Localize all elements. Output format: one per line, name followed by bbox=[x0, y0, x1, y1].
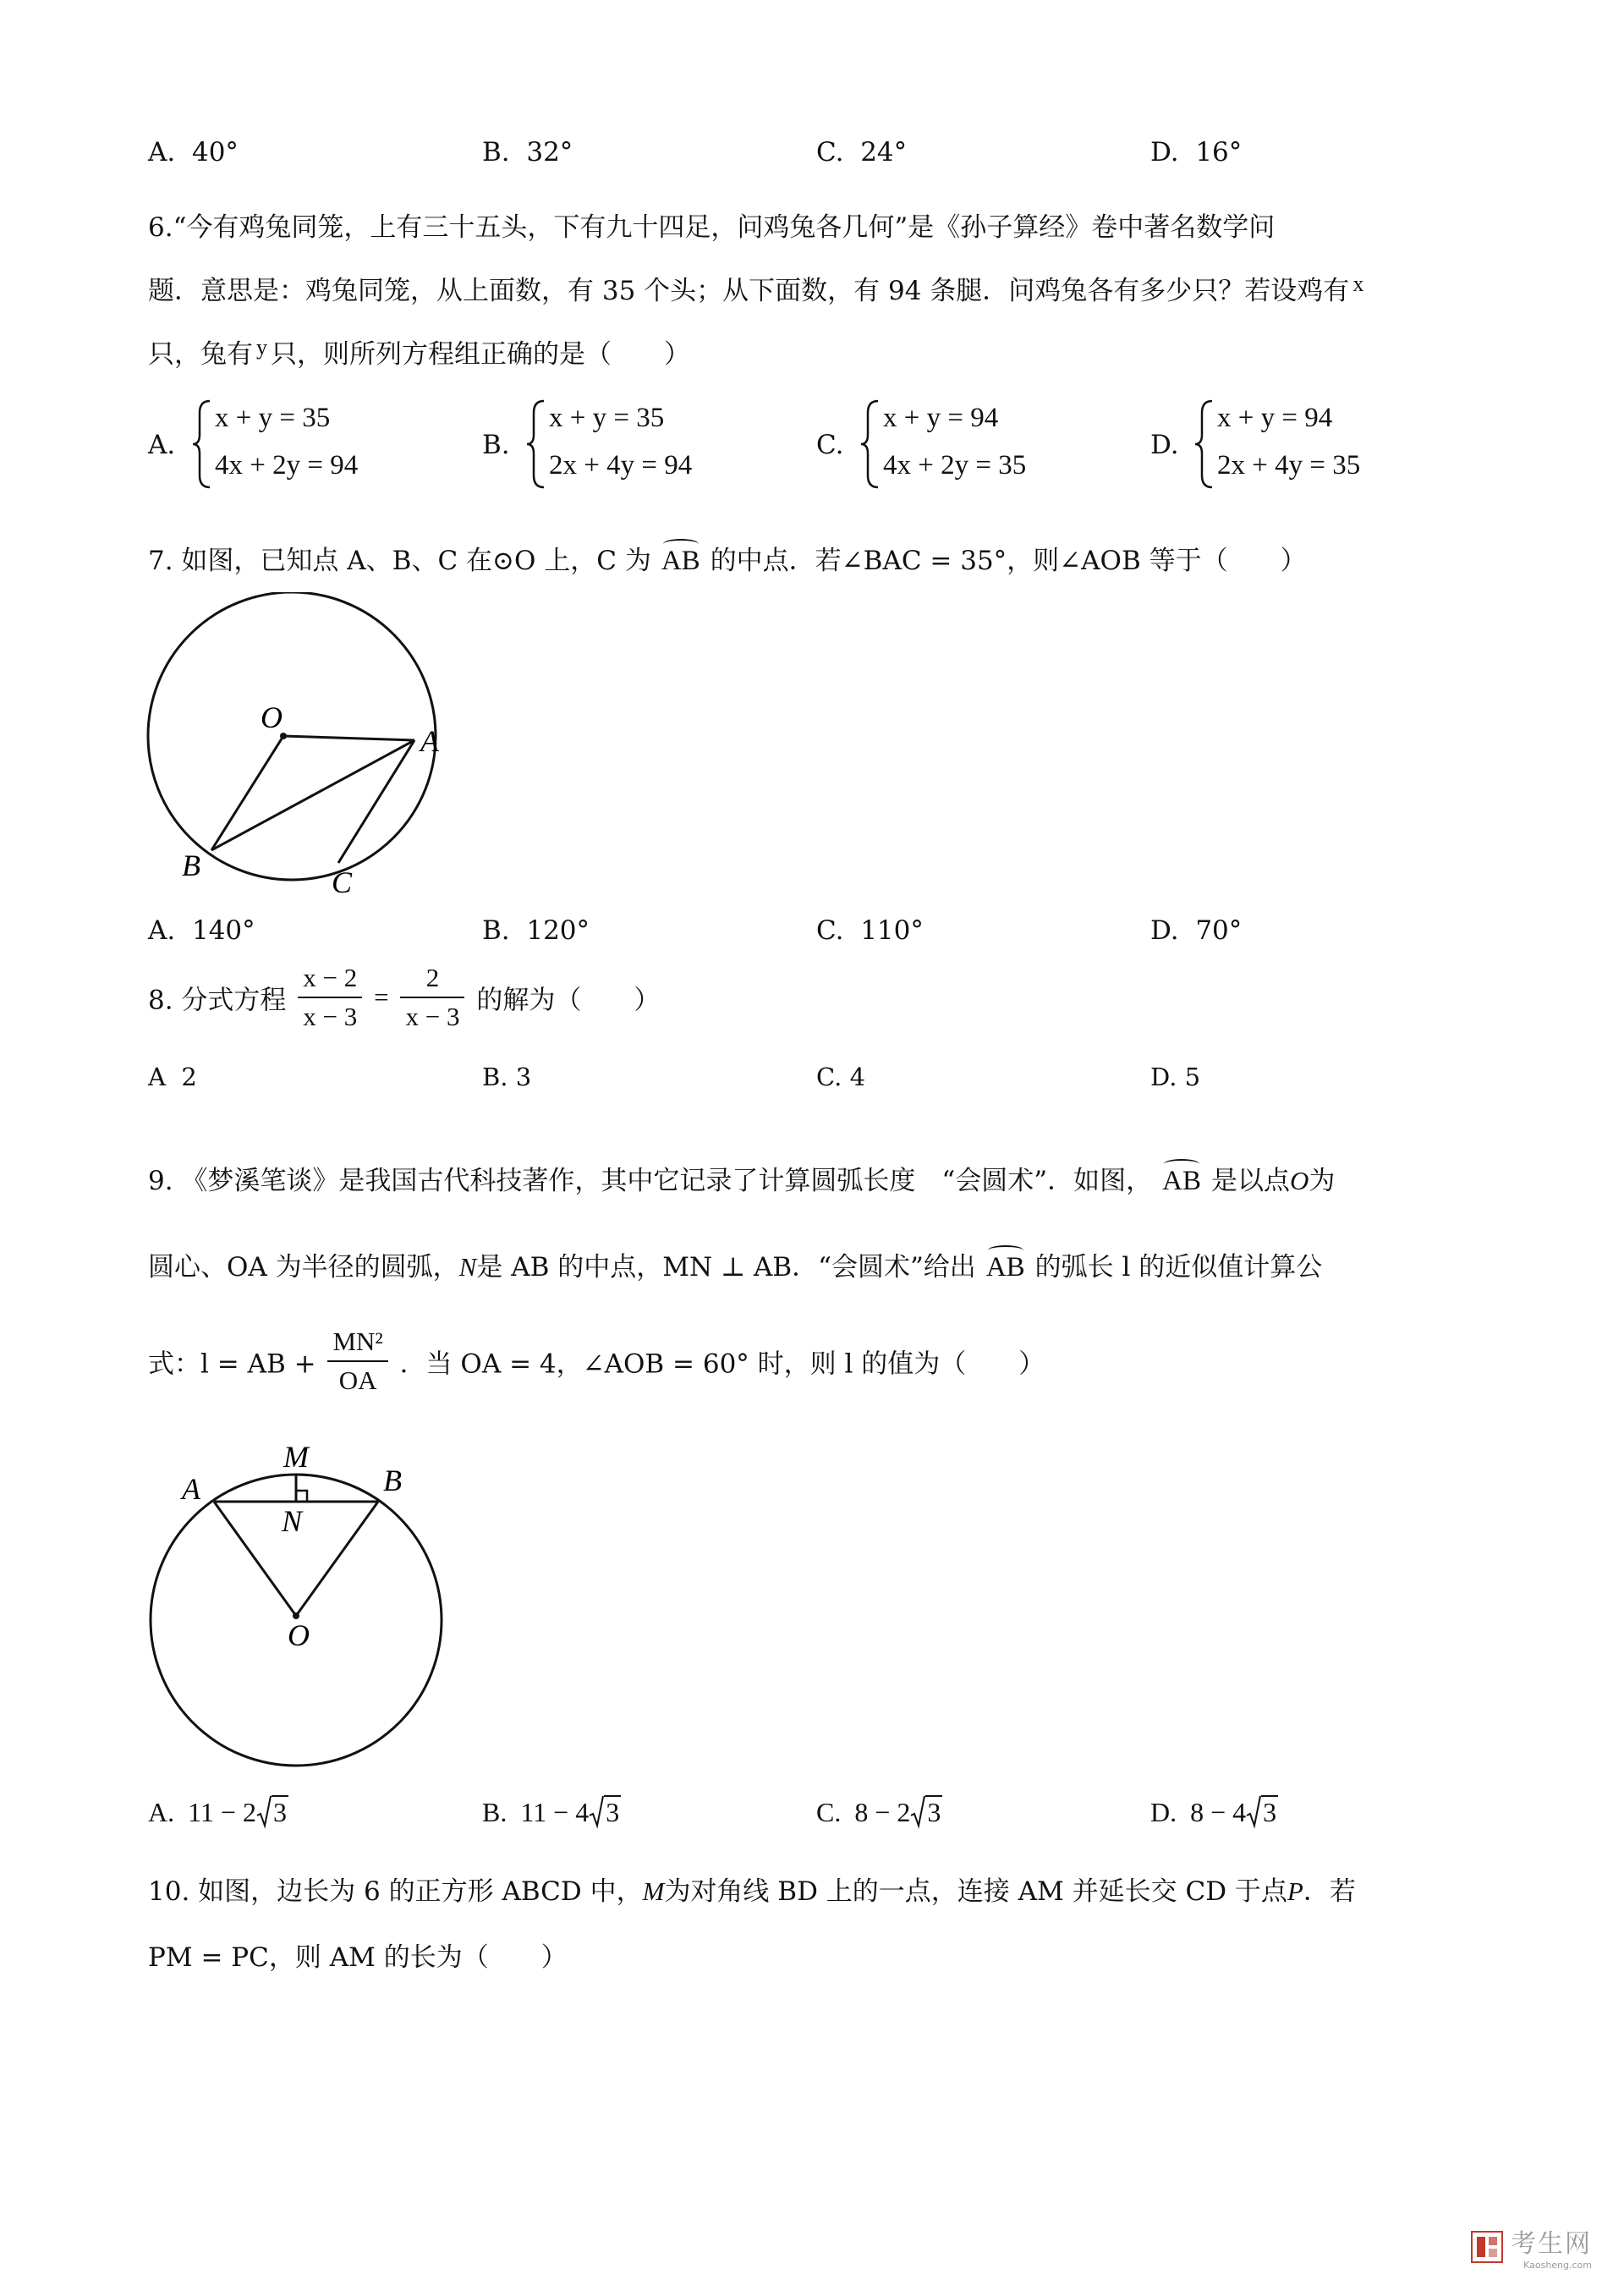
brace-icon bbox=[524, 398, 549, 491]
right-angle-icon bbox=[296, 1491, 307, 1502]
q7-figure bbox=[135, 592, 474, 897]
segment-bo bbox=[296, 1502, 378, 1616]
label-b: B bbox=[383, 1464, 402, 1497]
label-n: N bbox=[282, 1504, 303, 1538]
label-o: O bbox=[261, 700, 283, 734]
q6-option-b-system[interactable]: x + y = 35 2x + 4y = 94 bbox=[524, 398, 777, 491]
sqrt-icon bbox=[589, 1795, 604, 1829]
q7-option-d[interactable]: D. 70° bbox=[1150, 915, 1243, 946]
q6-option-a-system[interactable]: x + y = 35 4x + 2y = 94 bbox=[189, 398, 443, 491]
watermark-sub: Kaosheng.com bbox=[1523, 2260, 1592, 2271]
q6-option-a-label[interactable]: A. bbox=[148, 430, 176, 460]
q8-option-c[interactable]: C. 4 bbox=[816, 1063, 866, 1091]
segment-ab bbox=[211, 740, 414, 850]
q6-option-c-label[interactable]: C. bbox=[816, 430, 844, 460]
q9-line-2: 圆心、OA 为半径的圆弧，N是 AB 的中点，MN ⊥ AB．“会圆术”给出 AB 的弧长 l 的近似值计算公 bbox=[148, 1252, 1323, 1283]
q7-option-a[interactable]: A. 140° bbox=[148, 915, 255, 946]
q10-line-1: 10. 如图，边长为 6 的正方形 ABCD 中，M为对角线 BD 上的一点，连接 AM 并延长交 CD 于点P．若 bbox=[148, 1876, 1356, 1907]
label-a: A bbox=[420, 724, 439, 758]
q9-line-1: 9. 《梦溪笔谈》是我国古代科技著作，其中它记录了计算圆弧长度 “会圆术”．如图， AB 是以点O为 bbox=[148, 1166, 1336, 1196]
label-o: O bbox=[288, 1618, 310, 1652]
brace-icon bbox=[1192, 398, 1217, 491]
sqrt-icon bbox=[910, 1795, 925, 1829]
kaosheng-logo-icon bbox=[1470, 2230, 1504, 2264]
q8-option-d[interactable]: D. 5 bbox=[1150, 1063, 1201, 1091]
q8-fraction-left: $\frac{x - 2}{x - 3}$ bbox=[298, 963, 362, 1032]
watermark bbox=[1470, 2222, 1592, 2271]
q9-formula-fraction: $\frac{\text{MN²}}{OA}$ bbox=[327, 1327, 387, 1396]
q8-option-b[interactable]: B. 3 bbox=[482, 1063, 532, 1091]
q7-option-c[interactable]: C. 110° bbox=[816, 915, 924, 946]
q8-fraction-right: $\frac{2}{x - 3}$ bbox=[400, 963, 464, 1032]
q9-option-b[interactable]: B. 11 − 4 3 bbox=[482, 1797, 620, 1827]
q9-line-3: 式：l = AB + $\frac{\text{MN²}}{OA}$ ．当 OA = 4，∠AOB = 60° 时，则 l 的值为（ ） bbox=[148, 1327, 1045, 1395]
label-b: B bbox=[182, 849, 200, 882]
q6-line-3: 只，兔有 $^y$ 只，则所列方程组正确的是（ ） bbox=[148, 335, 690, 370]
brace-icon bbox=[858, 398, 883, 491]
q5-option-c[interactable]: C. 24° bbox=[816, 137, 908, 168]
q5-option-b[interactable]: B. 32° bbox=[482, 137, 573, 168]
sqrt-icon bbox=[1246, 1795, 1261, 1829]
q8-option-a[interactable]: A 2 bbox=[148, 1063, 197, 1091]
q6-option-d-label[interactable]: D. bbox=[1150, 430, 1179, 460]
watermark-text: 考生网 bbox=[1511, 2229, 1592, 2259]
sqrt-icon bbox=[256, 1795, 272, 1829]
q5-option-d[interactable]: D. 16° bbox=[1150, 137, 1243, 168]
segment-ob bbox=[211, 736, 283, 850]
q6-line-1: 6.“今有鸡兔同笼，上有三十五头，下有九十四足，问鸡兔各几何”是《孙子算经》卷中著名数学问 bbox=[148, 212, 1276, 243]
brace-icon bbox=[189, 398, 215, 491]
label-a: A bbox=[182, 1472, 200, 1506]
q8-stem: 8. 分式方程 $\frac{x - 2}{x - 3}$ = $\frac{2}{x - 3}$ 的解为（ ） bbox=[148, 963, 661, 1031]
q9-figure bbox=[140, 1430, 461, 1768]
q10-line-2: PM = PC，则 AM 的长为（ ） bbox=[148, 1942, 568, 1973]
q6-option-c-system[interactable]: x + y = 94 4x + 2y = 35 bbox=[858, 398, 1111, 491]
label-m: M bbox=[283, 1440, 309, 1474]
segment-oa bbox=[283, 736, 414, 740]
q6-line-2: 题．意思是：鸡兔同笼，从上面数，有 35 个头；从下面数，有 94 条腿．问鸡兔各有多少只？若设鸡有 $^x$ bbox=[148, 272, 1364, 306]
q9-option-c[interactable]: C. 8 − 2 3 bbox=[816, 1797, 941, 1827]
q9-option-a[interactable]: A. 11 − 2 3 bbox=[148, 1797, 287, 1827]
q6-option-b-label[interactable]: B. bbox=[482, 430, 510, 460]
q9-option-d[interactable]: D. 8 − 4 3 bbox=[1150, 1797, 1277, 1827]
segment-ac bbox=[338, 740, 414, 863]
q6-option-d-system[interactable]: x + y = 94 2x + 4y = 35 bbox=[1192, 398, 1446, 491]
q7-option-b[interactable]: B. 120° bbox=[482, 915, 590, 946]
label-c: C bbox=[332, 865, 353, 897]
q7-stem: 7. 如图，已知点 A、B、C 在⊙O 上，C 为 AB 的中点．若∠BAC = 35°，则∠AOB 等于（ ） bbox=[148, 546, 1307, 576]
q5-option-a[interactable]: A. 40° bbox=[148, 137, 239, 168]
